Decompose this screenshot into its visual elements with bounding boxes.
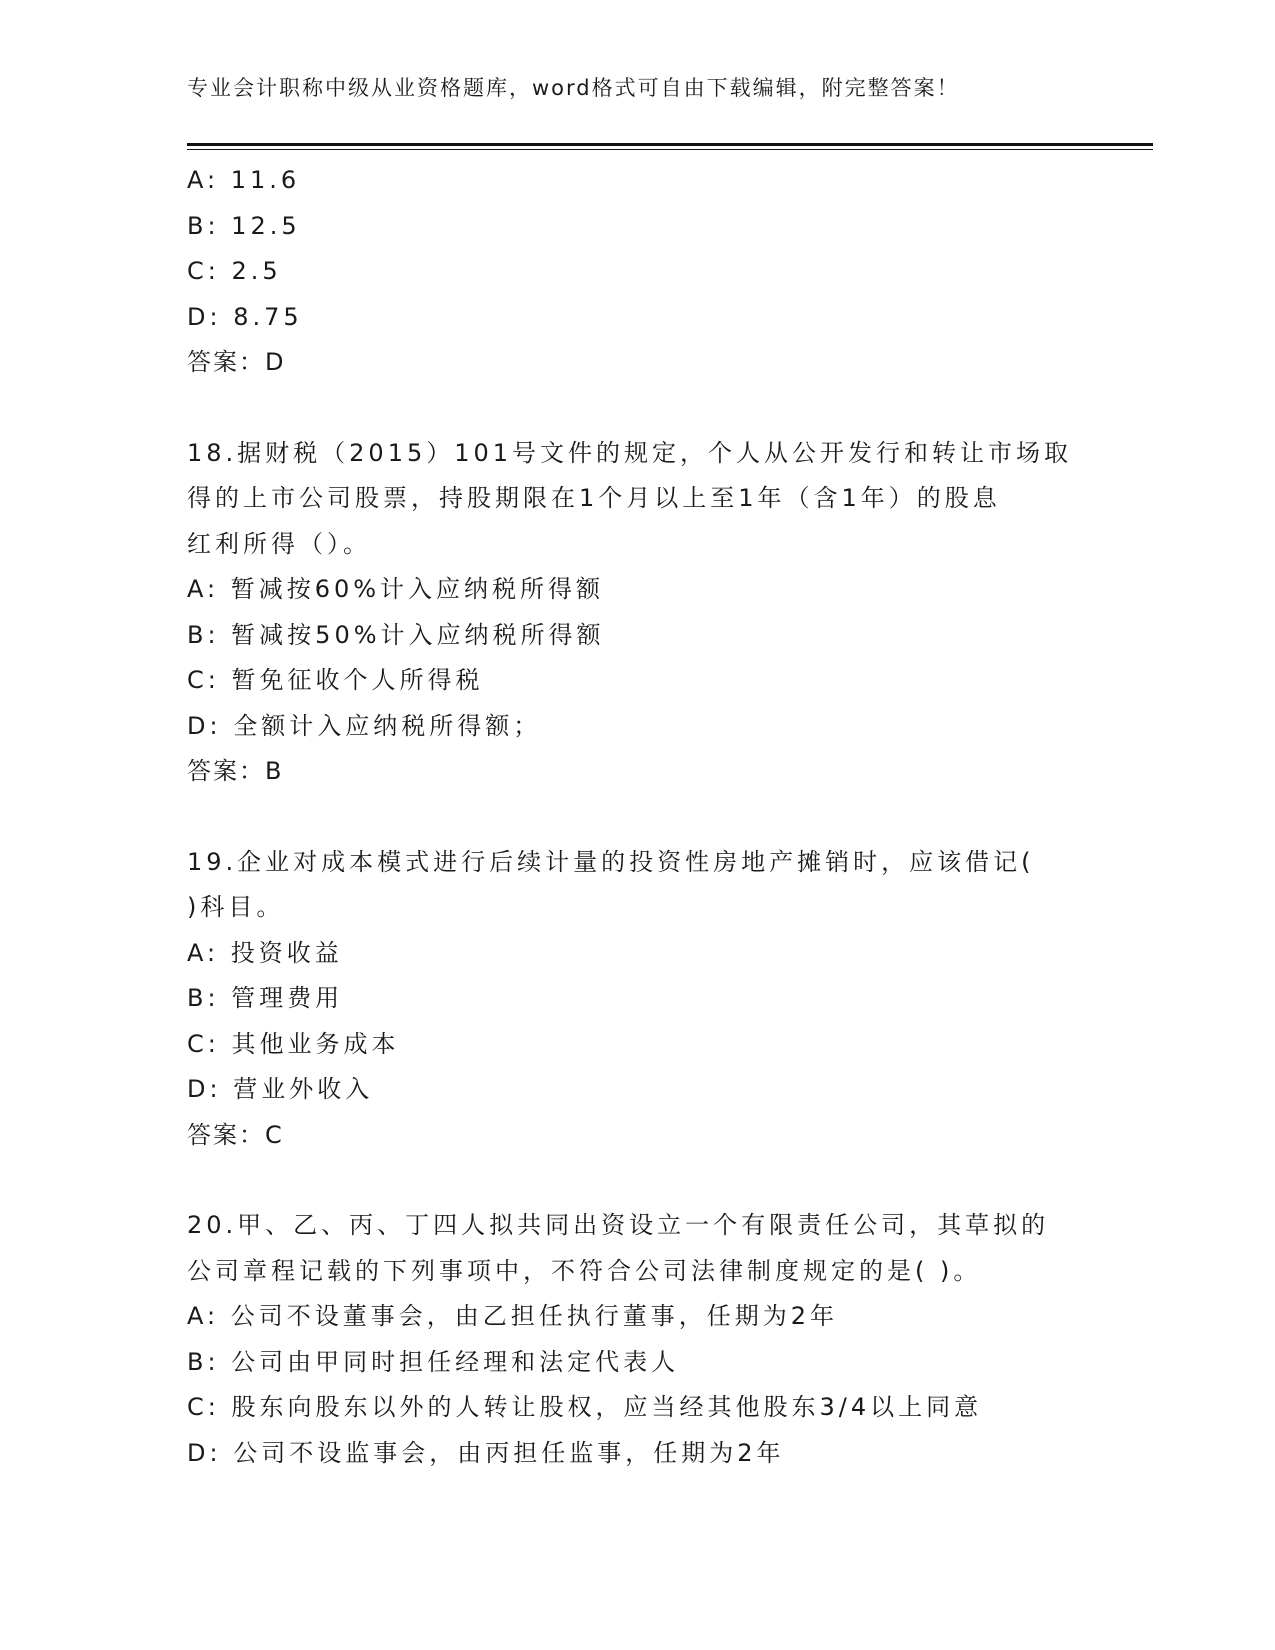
question-18 [187, 431, 1087, 795]
q20-option-a: A: 公司不设董事会，由乙担任执行董事，任期为2年 [187, 1302, 838, 1330]
q18-stem-line-2: 得的上市公司股票，持股期限在1个月以上至1年（含1年）的股息 [187, 484, 1001, 512]
q20-stem-line-1: 20.甲、乙、丙、丁四人拟共同出资设立一个有限责任公司，其草拟的 [187, 1211, 1050, 1239]
question-spacer [187, 386, 1087, 431]
q18-stem-line-1: 18.据财税（2015）101号文件的规定，个人从公开发行和转让市场取 [187, 438, 1073, 467]
header-rule-thin [187, 149, 1153, 150]
q18-stem-line-3: 红利所得（）。 [187, 529, 371, 558]
question-19 [187, 840, 1087, 1159]
q17-option-b: B: 12.5 [187, 211, 301, 240]
q19-stem-line-1: 19.企业对成本模式进行后续计量的投资性房地产摊销时，应该借记( [187, 847, 1035, 876]
q19-option-c: C: 其他业务成本 [187, 1029, 400, 1058]
q19-stem-line-2: )科目。 [187, 893, 285, 921]
q19-answer: 答案：C [187, 1120, 284, 1149]
q18-option-b: B: 暂减按50%计入应纳税所得额 [187, 620, 605, 649]
q20-option-b: B: 公司由甲同时担任经理和法定代表人 [187, 1347, 680, 1376]
q18-option-c: C: 暂免征收个人所得税 [187, 666, 484, 694]
q20-option-c: C: 股东向股东以外的人转让股权，应当经其他股东3/4以上同意 [187, 1393, 983, 1421]
question-spacer [187, 1158, 1087, 1203]
question-20 [187, 1203, 1087, 1476]
q18-option-d: D: 全额计入应纳税所得额； [187, 711, 542, 740]
q17-option-c: C: 2.5 [187, 257, 282, 285]
page-header: 专业会计职称中级从业资格题库，word格式可自由下载编辑，附完整答案！ [187, 76, 960, 100]
header-rule-thick [187, 143, 1153, 146]
q20-stem-line-2: 公司章程记载的下列事项中，不符合公司法律制度规定的是( )。 [187, 1256, 982, 1285]
q19-option-a: A: 投资收益 [187, 938, 343, 967]
question-17 [187, 158, 1087, 386]
question-spacer [187, 795, 1087, 840]
q17-option-d: D: 8.75 [187, 302, 303, 331]
q20-option-d: D: 公司不设监事会，由丙担任监事，任期为2年 [187, 1438, 785, 1467]
q18-option-a: A: 暂减按60%计入应纳税所得额 [187, 575, 605, 603]
q19-option-b: B: 管理费用 [187, 984, 344, 1012]
q17-option-a: A: 11.6 [187, 166, 301, 194]
q18-answer: 答案：B [187, 757, 284, 785]
q19-option-d: D: 营业外收入 [187, 1075, 374, 1103]
q17-answer: 答案：D [187, 348, 286, 376]
question-content [187, 158, 1087, 1476]
